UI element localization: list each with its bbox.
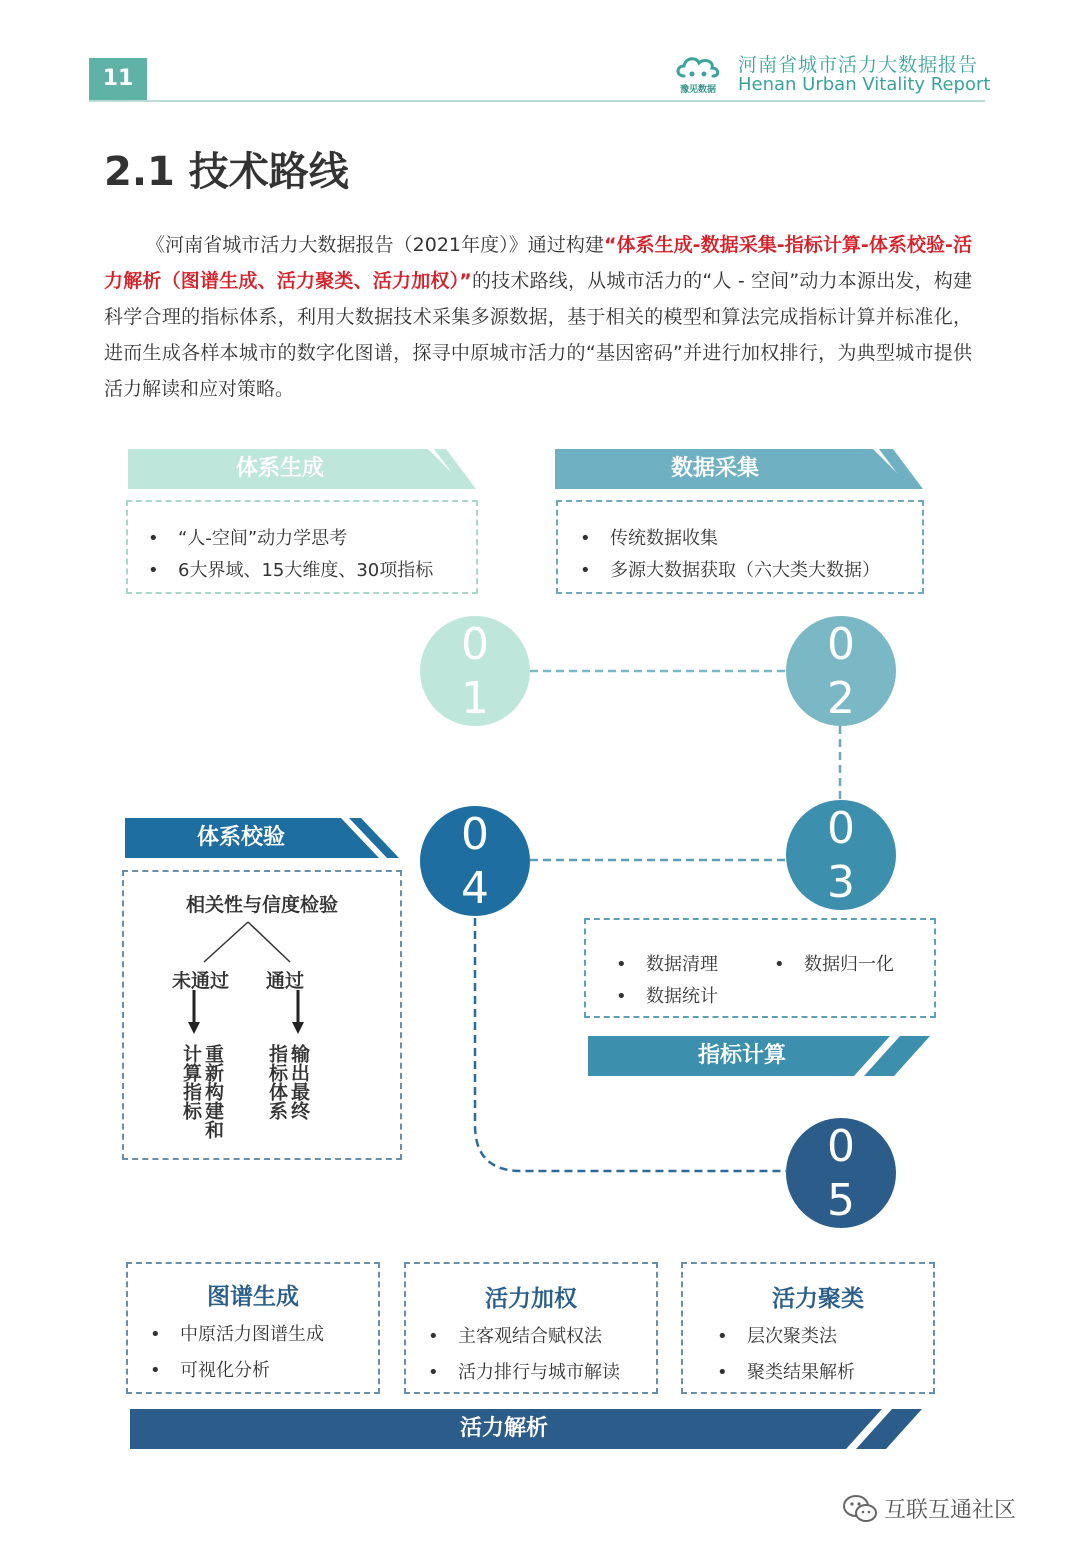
banner-label: 数据采集 bbox=[671, 456, 760, 481]
pass-label: 通过 bbox=[266, 970, 305, 992]
banner-label: 体系生成 bbox=[236, 456, 325, 481]
paragraph-part2: 的技术路线，从城市活力的“人 - 空间”动力本源出发，构建科学合理的指标体系，利用大数据技术采集多源数据，基于相关的模型和算法完成指标计算并标准化，进而生成各样本城市的数字化图谱，探寻中原城市活力的“基因密码”并进行加权排行，为典型城市提供活力解读和应对策略。 bbox=[104, 270, 972, 400]
box-index-calculation bbox=[584, 918, 936, 1018]
banner-data-collection bbox=[555, 449, 923, 489]
banner-vitality-analysis bbox=[130, 1409, 922, 1449]
box-system-validation bbox=[122, 870, 402, 1160]
list-item: • 数据归一化 bbox=[774, 954, 894, 975]
report-title-en: Henan Urban Vitality Report bbox=[738, 74, 991, 95]
step-circle-01: 0 1 bbox=[420, 616, 530, 726]
banner-system-generation bbox=[128, 449, 476, 489]
paragraph-part1: 《河南省城市活力大数据报告（2021年度）》通过构建 bbox=[146, 234, 604, 256]
banner-label: 指标计算 bbox=[698, 1043, 787, 1068]
banner-index-calculation bbox=[588, 1036, 930, 1076]
section-title: 2.1 技术路线 bbox=[104, 149, 349, 195]
header-divider bbox=[89, 100, 985, 102]
logo-caption: 豫见数据 bbox=[679, 85, 716, 95]
report-title-cn: 河南省城市活力大数据报告 bbox=[738, 54, 979, 76]
fail-result-text: 重新构建和计算指标 bbox=[180, 1044, 224, 1139]
cloud-logo-icon bbox=[674, 50, 722, 82]
wechat-icon bbox=[842, 1494, 878, 1524]
list-item: • 主客观结合赋权法 bbox=[428, 1326, 602, 1347]
box-vitality-weighting bbox=[404, 1262, 658, 1394]
box-atlas-generation bbox=[126, 1262, 380, 1394]
step-circle-03: 0 3 bbox=[786, 800, 896, 910]
list-item: • 中原活力图谱生成 bbox=[150, 1324, 324, 1345]
step-circle-05: 0 5 bbox=[786, 1118, 896, 1228]
step-circle-02: 0 2 bbox=[786, 616, 896, 726]
list-item: • 活力排行与城市解读 bbox=[428, 1362, 620, 1383]
validation-branch-lines bbox=[124, 872, 404, 1162]
intro-paragraph bbox=[104, 227, 972, 407]
list-item: • 6大界域、15大维度、30项指标 bbox=[148, 560, 434, 581]
list-item: • “人-空间”动力学思考 bbox=[148, 528, 348, 549]
list-item: • 数据统计 bbox=[616, 986, 718, 1007]
fail-label: 未通过 bbox=[172, 970, 230, 992]
list-item: • 传统数据收集 bbox=[580, 528, 718, 549]
banner-system-validation bbox=[125, 818, 399, 858]
box-title: 活力加权 bbox=[485, 1286, 577, 1312]
paragraph-highlight: “体系生成-数据采集-指标计算-体系校验-活力解析（图谱生成、活力聚类、活力加权）” bbox=[104, 234, 972, 292]
list-item: • 数据清理 bbox=[616, 954, 718, 975]
banner-label: 活力解析 bbox=[460, 1416, 549, 1441]
watermark-text: 互联互通社区 bbox=[884, 1498, 1017, 1523]
list-item: • 可视化分析 bbox=[150, 1360, 270, 1381]
box-title: 活力聚类 bbox=[772, 1286, 864, 1312]
banner-label: 体系校验 bbox=[197, 825, 286, 850]
step-circle-04: 0 4 bbox=[420, 806, 530, 916]
box-system-generation bbox=[126, 500, 478, 594]
list-item: • 多源大数据获取（六大类大数据） bbox=[580, 560, 880, 581]
page-number: 11 bbox=[89, 58, 147, 100]
box-title: 图谱生成 bbox=[207, 1284, 299, 1310]
validation-check-label: 相关性与信度检验 bbox=[185, 894, 338, 916]
list-item: • 聚类结果解析 bbox=[717, 1362, 855, 1383]
pass-result-text: 输出最终指标体系 bbox=[266, 1044, 310, 1120]
box-vitality-clustering bbox=[681, 1262, 935, 1394]
list-item: • 层次聚类法 bbox=[717, 1326, 837, 1347]
box-data-collection bbox=[556, 500, 924, 594]
